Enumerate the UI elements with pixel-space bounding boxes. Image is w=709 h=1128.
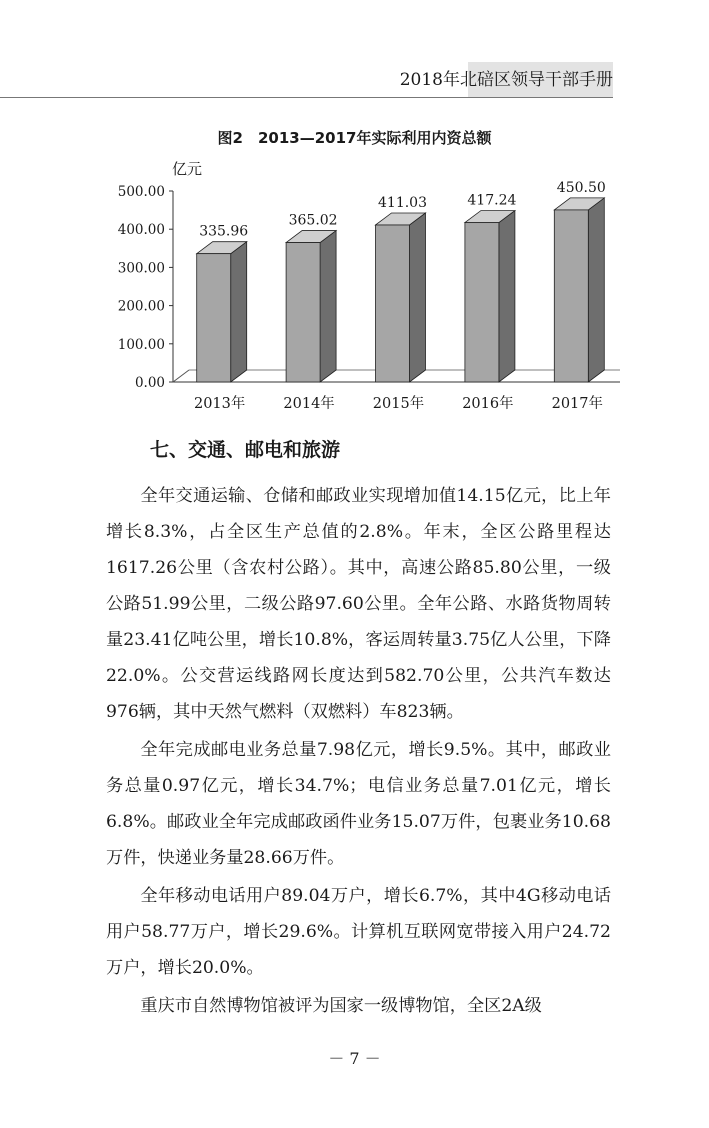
x-tick-label-4: 2017年 bbox=[551, 396, 604, 412]
data-label-2: 411.03 bbox=[378, 194, 427, 211]
x-tick-label-3: 2016年 bbox=[462, 396, 514, 412]
x-tick-label-0: 2013年 bbox=[193, 396, 246, 412]
paragraph-post-telecom: 全年完成邮电业务总量7.98亿元，增长9.5%。其中，邮政业务总量0.97亿元，增长34.7%；电信业务总量7.01亿元，增长6.8%。邮政业全年完成邮政函件业务15.07万件，包裹业务10.68万件，快递业务量28.66万件。 bbox=[106, 740, 611, 868]
x-tick-label-2: 2015年 bbox=[372, 396, 425, 412]
bar-side-2 bbox=[410, 213, 426, 382]
floor-depth-line bbox=[173, 370, 189, 382]
data-label-1: 365.02 bbox=[288, 212, 338, 229]
bar-side-3 bbox=[499, 211, 515, 382]
running-header bbox=[0, 62, 709, 98]
figure-caption: 图2 2013—2017年实际利用内资总额 bbox=[217, 129, 492, 147]
bar-side-0 bbox=[231, 242, 247, 382]
data-label-0: 335.96 bbox=[199, 223, 249, 240]
data-label-3: 417.24 bbox=[467, 192, 517, 209]
y-tick-label-3: 300.00 bbox=[117, 260, 165, 277]
y-tick-label-1: 100.00 bbox=[117, 336, 165, 353]
section-title: 七、交通、邮电和旅游 bbox=[150, 439, 341, 461]
y-tick-label-2: 200.00 bbox=[117, 298, 165, 315]
x-tick-label-1: 2014年 bbox=[283, 396, 335, 412]
bar-chart bbox=[110, 150, 630, 420]
bar-side-1 bbox=[320, 231, 336, 382]
data-label-4: 450.50 bbox=[556, 179, 606, 196]
page-number: － 7 － bbox=[328, 1049, 381, 1068]
y-tick-label-4: 400.00 bbox=[117, 222, 165, 239]
bar-1 bbox=[286, 243, 320, 382]
bar-3 bbox=[465, 223, 499, 382]
bar-2 bbox=[376, 225, 410, 382]
y-axis-unit: 亿元 bbox=[172, 160, 203, 178]
bar-0 bbox=[197, 254, 231, 382]
y-tick-label-5: 500.00 bbox=[117, 184, 165, 200]
header-rule bbox=[0, 97, 613, 98]
y-tick-label-0: 0.00 bbox=[134, 375, 165, 391]
paragraph-museum: 重庆市自然博物馆被评为国家一级博物馆，全区2A级 bbox=[140, 996, 542, 1016]
body-text bbox=[106, 478, 611, 1026]
bar-side-4 bbox=[588, 198, 604, 382]
header-title: 2018年北碚区领导干部手册 bbox=[399, 70, 613, 90]
paragraph-transport: 全年交通运输、仓储和邮政业实现增加值14.15亿元，比上年增长8.3%，占全区生产总值的2.8%。年末，全区公路里程达1617.26公里（含农村公路）。其中，高速公路85.80公里，一级公路51.99公里，二级公路97.60公里。全年公路、水路货物周转量23.41亿吨公里，增长10.8%，客运周转量3.75亿人公里，下降22.0%。公交营运线路网长度达到582.70公里，公共汽车数达976辆，其中天然气燃料（双燃料）车823辆。 bbox=[106, 486, 611, 722]
bar-4 bbox=[554, 210, 588, 382]
paragraph-mobile-internet: 全年移动电话用户89.04万户，增长6.7%，其中4G移动电话用户58.77万户，增长29.6%。计算机互联网宽带接入用户24.72万户，增长20.0%。 bbox=[106, 886, 611, 978]
